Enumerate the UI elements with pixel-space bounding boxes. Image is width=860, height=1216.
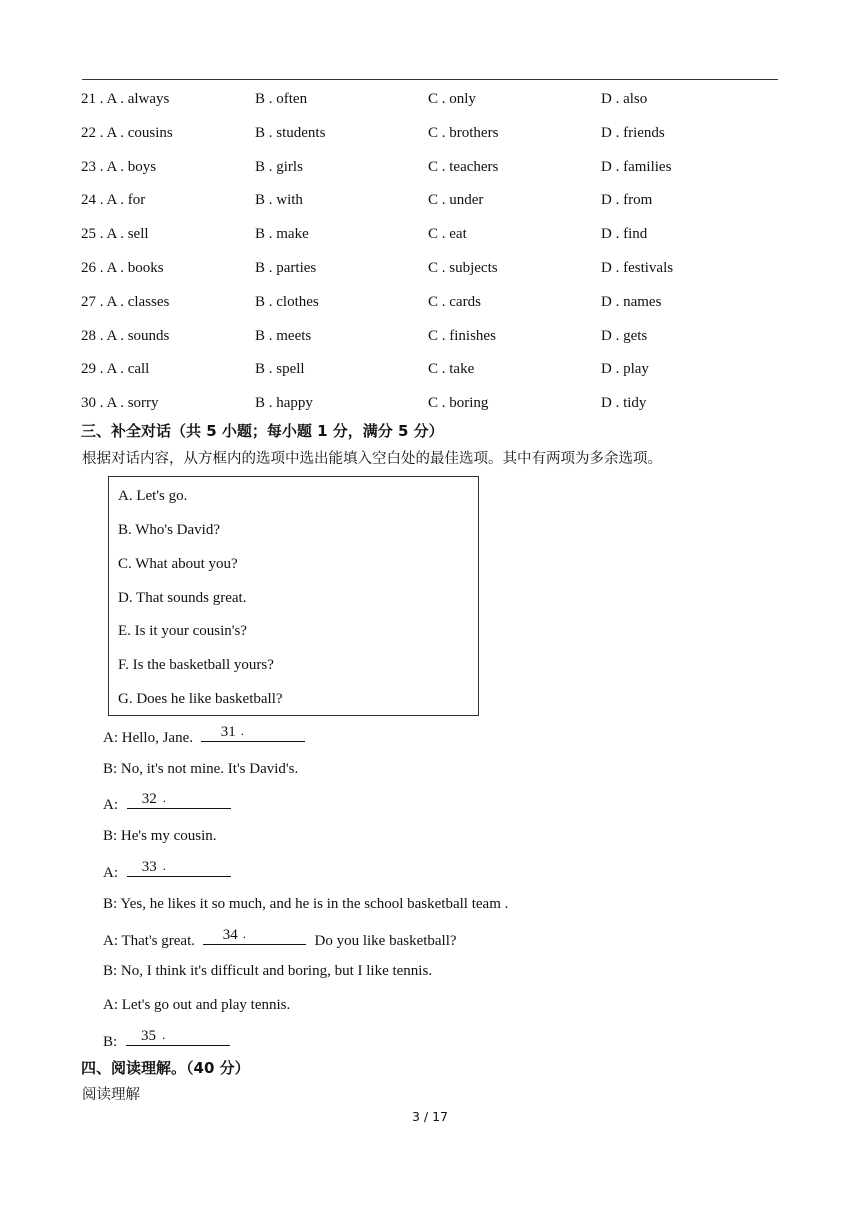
dialogue-line-5: A: 33 .: [103, 859, 231, 884]
box-option-d: D. That sounds great.: [118, 590, 247, 606]
option-a: A . books: [106, 259, 164, 276]
section-title-reading: 四、阅读理解。（40 分）: [81, 1059, 250, 1077]
option-d: D . find: [601, 226, 648, 243]
dialogue-line-6: B: Yes, he likes it so much, and he is in the school basketball team .: [103, 896, 509, 912]
option-b: B . happy: [255, 395, 313, 412]
section-title-dialogue: 三、补全对话（共 5 小题；每小题 1 分，满分 5 分）: [81, 422, 444, 440]
dialogue-line-10: B: 35 .: [103, 1028, 230, 1053]
dialogue-line-7: A: That's great. 34 . Do you like basketball?: [103, 926, 457, 949]
answer-blank-32[interactable]: 32 .: [127, 791, 231, 809]
option-d: D . gets: [601, 327, 648, 344]
option-d: D . from: [601, 192, 653, 209]
options-box: [108, 476, 479, 716]
page-number: 3 / 17: [411, 1109, 449, 1124]
question-number: 22: [81, 124, 96, 141]
option-d: D . also: [601, 91, 648, 107]
question-number: 27: [81, 293, 96, 310]
option-a: A . sounds: [106, 327, 170, 344]
option-a: A . call: [106, 361, 150, 378]
option-b: B . meets: [255, 327, 312, 344]
question-number: 26: [81, 259, 96, 276]
option-c: C . boring: [428, 395, 489, 412]
option-c: C . eat: [428, 226, 467, 243]
question-row-25: 25 . A . sell B . make C . eat D . find: [81, 222, 781, 256]
question-row-28: 28 . A . sounds B . meets C . finishes D . gets: [81, 324, 781, 358]
option-c: C . finishes: [428, 327, 496, 344]
box-option-e: E. Is it your cousin's?: [118, 623, 247, 639]
question-number: 30: [81, 395, 96, 412]
option-c: C . under: [428, 192, 484, 209]
option-d: D . families: [601, 158, 672, 175]
question-row-24: 24 . A . for B . with C . under D . from: [81, 188, 781, 222]
option-b: B . parties: [255, 259, 317, 276]
option-c: C . only: [428, 91, 476, 107]
option-c: C . cards: [428, 293, 481, 310]
option-d: D . play: [601, 361, 649, 378]
option-a: A . for: [106, 192, 146, 209]
option-a: A . boys: [106, 158, 157, 175]
question-number: 24: [81, 192, 96, 209]
box-option-a: A. Let's go.: [118, 488, 188, 504]
option-d: D . festivals: [601, 259, 674, 276]
option-b: B . with: [255, 192, 303, 209]
option-b: B . students: [255, 124, 326, 141]
question-row-27: 27 . A . classes B . clothes C . cards D . names: [81, 290, 781, 324]
option-b: B . girls: [255, 158, 303, 175]
answer-blank-34[interactable]: 34 .: [203, 927, 306, 945]
question-row-22: 22 . A . cousins B . students C . brothers D . friends: [81, 121, 781, 155]
option-a: A . sorry: [106, 395, 159, 412]
option-a: A . sell: [106, 226, 149, 243]
option-b: B . often: [255, 91, 308, 107]
top-rule: [82, 79, 778, 80]
option-c: C . brothers: [428, 124, 499, 141]
box-option-b: B. Who's David?: [118, 522, 220, 538]
option-a: A . always: [106, 91, 170, 107]
question-number: 29: [81, 361, 96, 378]
answer-blank-31[interactable]: 31 .: [201, 724, 305, 742]
option-b: B . clothes: [255, 293, 319, 310]
question-row-26: 26 . A . books B . parties C . subjects D . festivals: [81, 256, 781, 290]
option-b: B . spell: [255, 361, 305, 378]
question-row-21: 21 . A . always B . often C . only D . also: [81, 87, 781, 121]
option-d: D . tidy: [601, 395, 647, 412]
box-option-f: F. Is the basketball yours?: [118, 657, 274, 673]
answer-blank-33[interactable]: 33 .: [127, 859, 231, 877]
box-option-g: G. Does he like basketball?: [118, 691, 283, 707]
option-d: D . friends: [601, 124, 665, 141]
section-instructions: 根据对话内容，从方框内的选项中选出能填入空白处的最佳选项。其中有两项为多余选项。: [82, 451, 662, 467]
option-c: C . take: [428, 361, 475, 378]
dialogue-line-1: A: Hello, Jane. 31 .: [103, 724, 305, 749]
option-d: D . names: [601, 293, 662, 310]
option-a: A . cousins: [106, 124, 173, 141]
question-number: 23: [81, 158, 96, 175]
question-number: 25: [81, 226, 96, 243]
multiple-choice-list: [81, 87, 781, 425]
option-c: C . subjects: [428, 259, 498, 276]
dialogue-line-9: A: Let's go out and play tennis.: [103, 997, 291, 1013]
box-option-c: C. What about you?: [118, 556, 238, 572]
question-row-29: 29 . A . call B . spell C . take D . play: [81, 357, 781, 391]
answer-blank-35[interactable]: 35 .: [126, 1028, 230, 1046]
dialogue-line-4: B: He's my cousin.: [103, 828, 217, 844]
question-row-23: 23 . A . boys B . girls C . teachers D . families: [81, 155, 781, 189]
dialogue-line-2: B: No, it's not mine. It's David's.: [103, 761, 299, 777]
dialogue-line-8: B: No, I think it's difficult and boring, but I like tennis.: [103, 963, 433, 979]
dialogue-line-3: A: 32 .: [103, 791, 231, 816]
option-b: B . make: [255, 226, 309, 243]
question-number: 28: [81, 327, 96, 344]
question-number: 21: [81, 91, 96, 107]
option-c: C . teachers: [428, 158, 499, 175]
section-subtitle-reading: 阅读理解: [82, 1087, 140, 1103]
option-a: A . classes: [106, 293, 170, 310]
question-row-30: 30 . A . sorry B . happy C . boring D . tidy: [81, 391, 781, 425]
